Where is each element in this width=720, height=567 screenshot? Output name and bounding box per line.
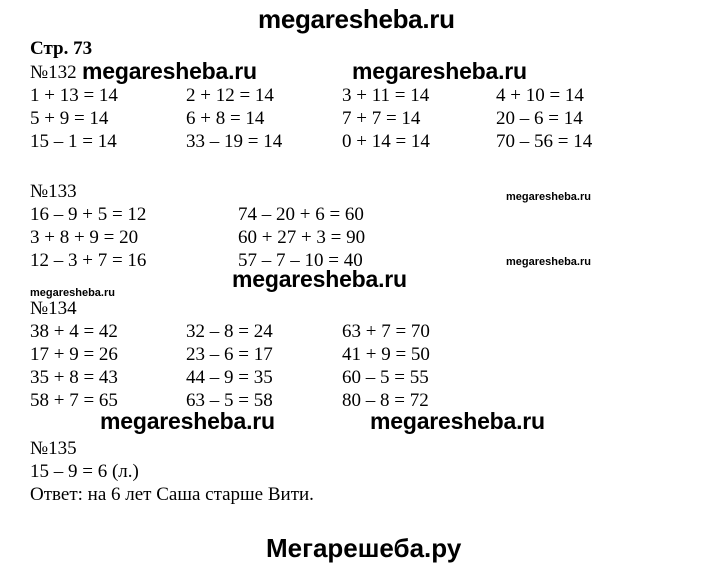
exercise-135-title: №135 xyxy=(30,438,77,459)
equation: 74 – 20 + 6 = 60 xyxy=(238,204,364,225)
equation: 23 – 6 = 17 xyxy=(186,344,273,365)
equation: 17 + 9 = 26 xyxy=(30,344,118,365)
equation: 20 – 6 = 14 xyxy=(496,108,583,129)
watermark: megaresheba.ru xyxy=(82,58,257,84)
equation: 15 – 1 = 14 xyxy=(30,131,117,152)
exercise-134-title: №134 xyxy=(30,298,77,319)
watermark: megaresheba.ru xyxy=(100,408,275,434)
equation: 70 – 56 = 14 xyxy=(496,131,593,152)
equation: 6 + 8 = 14 xyxy=(186,108,265,129)
equation: 12 – 3 + 7 = 16 xyxy=(30,250,147,271)
equation: 58 + 7 = 65 xyxy=(30,390,118,411)
equation: 5 + 9 = 14 xyxy=(30,108,109,129)
equation: 1 + 13 = 14 xyxy=(30,85,118,106)
equation: 7 + 7 = 14 xyxy=(342,108,421,129)
equation: 80 – 8 = 72 xyxy=(342,390,429,411)
equation: 63 – 5 = 58 xyxy=(186,390,273,411)
equation: 44 – 9 = 35 xyxy=(186,367,273,388)
watermark: megaresheba.ru xyxy=(352,58,527,84)
equation: 38 + 4 = 42 xyxy=(30,321,118,342)
exercise-132-title: №132 xyxy=(30,62,77,83)
watermark-small: megaresheba.ru xyxy=(506,191,591,203)
exercise-133-title: №133 xyxy=(30,181,77,202)
equation: 63 + 7 = 70 xyxy=(342,321,430,342)
watermark-small: megaresheba.ru xyxy=(506,256,591,268)
equation: 60 – 5 = 55 xyxy=(342,367,429,388)
watermark-small: megaresheba.ru xyxy=(30,287,115,299)
equation: 3 + 8 + 9 = 20 xyxy=(30,227,139,248)
equation: 60 + 27 + 3 = 90 xyxy=(238,227,366,248)
equation: 0 + 14 = 14 xyxy=(342,131,430,152)
equation: 35 + 8 = 43 xyxy=(30,367,118,388)
footer-brand: Мегарешеба.ру xyxy=(266,533,462,563)
equation: 32 – 8 = 24 xyxy=(186,321,273,342)
watermark-top: megaresheba.ru xyxy=(258,4,455,34)
equation: 57 – 7 – 10 = 40 xyxy=(238,250,363,271)
watermark: megaresheba.ru xyxy=(370,408,545,434)
equation: 2 + 12 = 14 xyxy=(186,85,274,106)
answer-line: Ответ: на 6 лет Саша старше Вити. xyxy=(30,484,314,505)
equation: 16 – 9 + 5 = 12 xyxy=(30,204,147,225)
watermark: megaresheba.ru xyxy=(232,266,407,292)
solution-line: 15 – 9 = 6 (л.) xyxy=(30,461,139,482)
equation: 41 + 9 = 50 xyxy=(342,344,430,365)
equation: 4 + 10 = 14 xyxy=(496,85,584,106)
equation: 33 – 19 = 14 xyxy=(186,131,283,152)
equation: 3 + 11 = 14 xyxy=(342,85,430,106)
page-number: Стр. 73 xyxy=(30,38,93,59)
